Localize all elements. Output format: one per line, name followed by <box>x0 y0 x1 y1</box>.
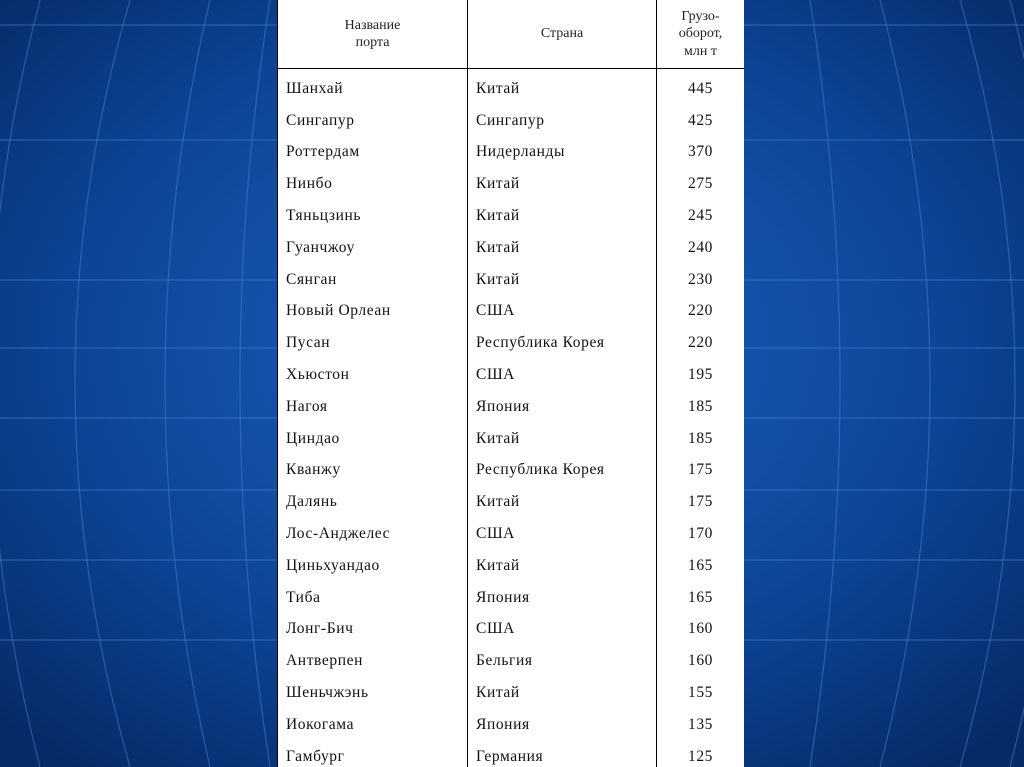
port-name-cell: Шанхай <box>278 69 468 105</box>
port-cargo-table <box>277 0 744 767</box>
table-row <box>278 709 745 741</box>
country-cell: США <box>468 614 657 646</box>
port-name-cell: Пусан <box>278 327 468 359</box>
port-name-cell: Тяньцзинь <box>278 200 468 232</box>
table-row <box>278 455 745 487</box>
cargo-turnover-cell: 220 <box>657 327 745 359</box>
cargo-turnover-cell: 135 <box>657 709 745 741</box>
table-row <box>278 264 745 296</box>
country-cell: Япония <box>468 391 657 423</box>
country-cell: Германия <box>468 741 657 767</box>
country-cell: Китай <box>468 168 657 200</box>
port-name-cell: Сянган <box>278 264 468 296</box>
cargo-turnover-cell: 245 <box>657 200 745 232</box>
port-name-cell: Тиба <box>278 582 468 614</box>
table-row <box>278 677 745 709</box>
table-header-row <box>278 0 745 69</box>
table-row <box>278 359 745 391</box>
country-cell: Китай <box>468 200 657 232</box>
table-row <box>278 582 745 614</box>
country-cell: Китай <box>468 69 657 105</box>
port-name-cell: Далянь <box>278 486 468 518</box>
cargo-turnover-cell: 230 <box>657 264 745 296</box>
port-name-cell: Шеньчжэнь <box>278 677 468 709</box>
port-name-cell: Антверпен <box>278 645 468 677</box>
cargo-turnover-cell: 160 <box>657 614 745 646</box>
cargo-turnover-cell: 160 <box>657 645 745 677</box>
port-name-cell: Хьюстон <box>278 359 468 391</box>
table-row <box>278 486 745 518</box>
port-name-cell: Лонг-Бич <box>278 614 468 646</box>
port-name-cell: Нагоя <box>278 391 468 423</box>
cargo-turnover-cell: 425 <box>657 105 745 137</box>
country-cell: Китай <box>468 486 657 518</box>
table-row <box>278 232 745 264</box>
table-row <box>278 168 745 200</box>
port-table-page <box>277 0 744 767</box>
header-cargo-turnover: Грузо- оборот, млн т <box>657 0 745 69</box>
table-row <box>278 105 745 137</box>
country-cell: Китай <box>468 423 657 455</box>
table-row <box>278 645 745 677</box>
cargo-turnover-cell: 165 <box>657 550 745 582</box>
country-cell: США <box>468 296 657 328</box>
port-name-cell: Иокогама <box>278 709 468 741</box>
cargo-turnover-cell: 185 <box>657 423 745 455</box>
port-name-cell: Кванжу <box>278 455 468 487</box>
cargo-turnover-cell: 155 <box>657 677 745 709</box>
port-name-cell: Роттердам <box>278 137 468 169</box>
cargo-turnover-cell: 125 <box>657 741 745 767</box>
header-country: Страна <box>468 0 657 69</box>
table-row <box>278 200 745 232</box>
country-cell: Япония <box>468 709 657 741</box>
port-name-cell: Новый Орлеан <box>278 296 468 328</box>
table-row <box>278 327 745 359</box>
country-cell: Республика Корея <box>468 455 657 487</box>
country-cell: Республика Корея <box>468 327 657 359</box>
country-cell: Япония <box>468 582 657 614</box>
country-cell: Сингапур <box>468 105 657 137</box>
table-body <box>278 69 745 767</box>
port-name-cell: Гамбург <box>278 741 468 767</box>
table-row <box>278 391 745 423</box>
cargo-turnover-cell: 170 <box>657 518 745 550</box>
header-port-name: Название порта <box>278 0 468 69</box>
cargo-turnover-cell: 370 <box>657 137 745 169</box>
port-name-cell: Гуанчжоу <box>278 232 468 264</box>
port-name-cell: Циньхуандао <box>278 550 468 582</box>
cargo-turnover-cell: 195 <box>657 359 745 391</box>
cargo-turnover-cell: 240 <box>657 232 745 264</box>
country-cell: Китай <box>468 677 657 709</box>
table-row <box>278 423 745 455</box>
cargo-turnover-cell: 175 <box>657 455 745 487</box>
table-row <box>278 518 745 550</box>
cargo-turnover-cell: 185 <box>657 391 745 423</box>
country-cell: Китай <box>468 232 657 264</box>
table-row <box>278 550 745 582</box>
cargo-turnover-cell: 220 <box>657 296 745 328</box>
port-name-cell: Циндао <box>278 423 468 455</box>
country-cell: Нидерланды <box>468 137 657 169</box>
cargo-turnover-cell: 165 <box>657 582 745 614</box>
table-row <box>278 614 745 646</box>
port-name-cell: Лос-Анджелес <box>278 518 468 550</box>
cargo-turnover-cell: 175 <box>657 486 745 518</box>
country-cell: США <box>468 518 657 550</box>
country-cell: Китай <box>468 264 657 296</box>
table-row <box>278 296 745 328</box>
table-row <box>278 741 745 767</box>
country-cell: Бельгия <box>468 645 657 677</box>
table-row <box>278 137 745 169</box>
cargo-turnover-cell: 275 <box>657 168 745 200</box>
port-name-cell: Сингапур <box>278 105 468 137</box>
country-cell: Китай <box>468 550 657 582</box>
cargo-turnover-cell: 445 <box>657 69 745 105</box>
country-cell: США <box>468 359 657 391</box>
table-row <box>278 69 745 105</box>
port-name-cell: Нинбо <box>278 168 468 200</box>
